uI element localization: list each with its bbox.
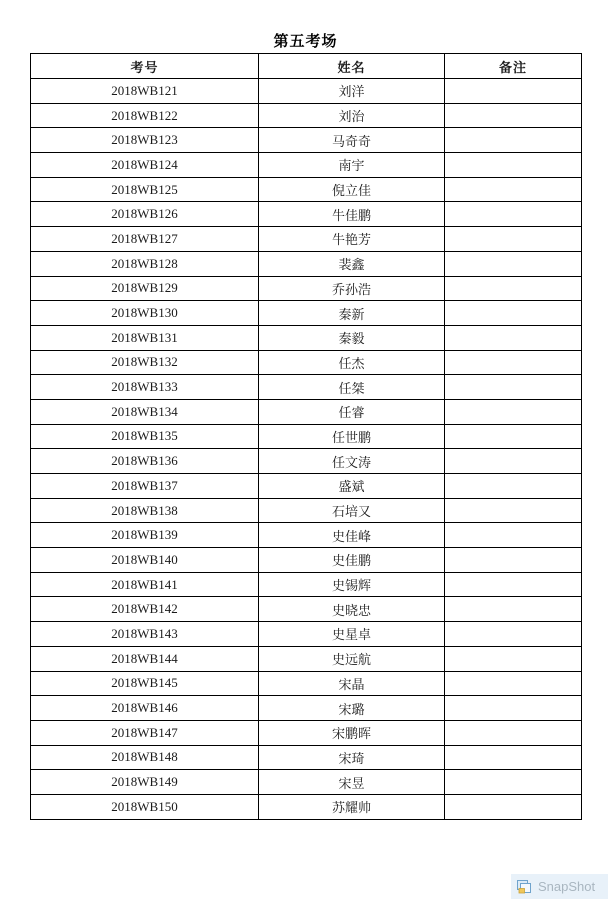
exam-no-cell: 2018WB140	[31, 548, 259, 573]
table-header-row	[31, 54, 582, 79]
table-row	[31, 227, 582, 252]
table-row	[31, 523, 582, 548]
exam-no-cell: 2018WB133	[31, 375, 259, 400]
name-cell: 任杰	[259, 350, 445, 375]
exam-no-cell: 2018WB134	[31, 399, 259, 424]
name-cell: 任睿	[259, 399, 445, 424]
table-row	[31, 597, 582, 622]
exam-no-cell: 2018WB129	[31, 276, 259, 301]
exam-no-cell: 2018WB125	[31, 177, 259, 202]
note-cell	[445, 325, 582, 350]
name-cell: 秦毅	[259, 325, 445, 350]
table-row	[31, 745, 582, 770]
note-cell	[445, 424, 582, 449]
name-cell: 史锡辉	[259, 572, 445, 597]
name-cell: 宋璐	[259, 696, 445, 721]
exam-no-cell: 2018WB136	[31, 449, 259, 474]
note-cell	[445, 449, 582, 474]
table-row	[31, 177, 582, 202]
exam-no-cell: 2018WB121	[31, 79, 259, 104]
table-row	[31, 375, 582, 400]
table-row	[31, 794, 582, 819]
table-row	[31, 646, 582, 671]
exam-no-cell: 2018WB144	[31, 646, 259, 671]
name-cell: 史远航	[259, 646, 445, 671]
note-cell	[445, 646, 582, 671]
exam-roster-page	[0, 33, 608, 915]
exam-no-cell: 2018WB131	[31, 325, 259, 350]
note-cell	[445, 399, 582, 424]
table-row	[31, 696, 582, 721]
exam-no-cell: 2018WB138	[31, 498, 259, 523]
note-cell	[445, 671, 582, 696]
note-cell	[445, 79, 582, 104]
note-cell	[445, 498, 582, 523]
table-row	[31, 350, 582, 375]
note-cell	[445, 103, 582, 128]
table-row	[31, 301, 582, 326]
note-cell	[445, 177, 582, 202]
table-row	[31, 572, 582, 597]
table-row	[31, 449, 582, 474]
exam-no-cell: 2018WB135	[31, 424, 259, 449]
exam-no-cell: 2018WB143	[31, 622, 259, 647]
note-cell	[445, 720, 582, 745]
exam-no-cell: 2018WB130	[31, 301, 259, 326]
name-cell: 盛斌	[259, 474, 445, 499]
exam-no-cell: 2018WB150	[31, 794, 259, 819]
name-cell: 任文涛	[259, 449, 445, 474]
name-cell: 马奇奇	[259, 128, 445, 153]
note-cell	[445, 301, 582, 326]
exam-no-cell: 2018WB132	[31, 350, 259, 375]
name-cell: 史佳峰	[259, 523, 445, 548]
name-cell: 石培又	[259, 498, 445, 523]
name-cell: 史晓忠	[259, 597, 445, 622]
exam-no-cell: 2018WB148	[31, 745, 259, 770]
exam-no-cell: 2018WB149	[31, 770, 259, 795]
table-row	[31, 770, 582, 795]
note-cell	[445, 202, 582, 227]
exam-no-cell: 2018WB124	[31, 153, 259, 178]
exam-no-cell: 2018WB127	[31, 227, 259, 252]
note-cell	[445, 745, 582, 770]
note-cell	[445, 375, 582, 400]
column-header-note: 备注	[445, 54, 582, 79]
column-header-exam-no: 考号	[31, 54, 259, 79]
exam-no-cell: 2018WB142	[31, 597, 259, 622]
name-cell: 裴鑫	[259, 251, 445, 276]
table-row	[31, 251, 582, 276]
exam-no-cell: 2018WB137	[31, 474, 259, 499]
name-cell: 倪立佳	[259, 177, 445, 202]
page-title: 第五考场	[273, 34, 338, 50]
table-row	[31, 79, 582, 104]
name-cell: 宋晶	[259, 671, 445, 696]
note-cell	[445, 350, 582, 375]
note-cell	[445, 523, 582, 548]
note-cell	[445, 572, 582, 597]
table-row	[31, 720, 582, 745]
note-cell	[445, 622, 582, 647]
note-cell	[445, 696, 582, 721]
name-cell: 刘洋	[259, 79, 445, 104]
table-row	[31, 325, 582, 350]
exam-no-cell: 2018WB145	[31, 671, 259, 696]
note-cell	[445, 227, 582, 252]
table-row	[31, 128, 582, 153]
table-row	[31, 202, 582, 227]
column-header-name: 姓名	[259, 54, 445, 79]
name-cell: 史星卓	[259, 622, 445, 647]
exam-no-cell: 2018WB146	[31, 696, 259, 721]
note-cell	[445, 153, 582, 178]
note-cell	[445, 276, 582, 301]
note-cell	[445, 251, 582, 276]
name-cell: 宋鹏晖	[259, 720, 445, 745]
table-row	[31, 474, 582, 499]
exam-roster-table	[30, 53, 582, 820]
name-cell: 南宇	[259, 153, 445, 178]
snapshot-watermark-label: SnapShot	[538, 879, 596, 894]
exam-no-cell: 2018WB147	[31, 720, 259, 745]
name-cell: 秦新	[259, 301, 445, 326]
table-row	[31, 671, 582, 696]
exam-no-cell: 2018WB126	[31, 202, 259, 227]
snapshot-watermark-button[interactable]	[511, 874, 608, 899]
table-row	[31, 103, 582, 128]
table-row	[31, 424, 582, 449]
name-cell: 牛艳芳	[259, 227, 445, 252]
exam-no-cell: 2018WB128	[31, 251, 259, 276]
snapshot-icon	[516, 879, 533, 895]
name-cell: 刘治	[259, 103, 445, 128]
table-body	[31, 79, 582, 820]
note-cell	[445, 128, 582, 153]
note-cell	[445, 474, 582, 499]
exam-no-cell: 2018WB123	[31, 128, 259, 153]
name-cell: 宋昱	[259, 770, 445, 795]
note-cell	[445, 597, 582, 622]
table-row	[31, 498, 582, 523]
exam-no-cell: 2018WB139	[31, 523, 259, 548]
name-cell: 任世鹏	[259, 424, 445, 449]
name-cell: 苏耀帅	[259, 794, 445, 819]
table-row	[31, 153, 582, 178]
name-cell: 牛佳鹏	[259, 202, 445, 227]
table-row	[31, 622, 582, 647]
name-cell: 宋琦	[259, 745, 445, 770]
name-cell: 任桀	[259, 375, 445, 400]
note-cell	[445, 770, 582, 795]
exam-no-cell: 2018WB122	[31, 103, 259, 128]
table-row	[31, 276, 582, 301]
table-row	[31, 399, 582, 424]
note-cell	[445, 548, 582, 573]
note-cell	[445, 794, 582, 819]
table-row	[31, 548, 582, 573]
name-cell: 乔孙浩	[259, 276, 445, 301]
name-cell: 史佳鹏	[259, 548, 445, 573]
exam-no-cell: 2018WB141	[31, 572, 259, 597]
